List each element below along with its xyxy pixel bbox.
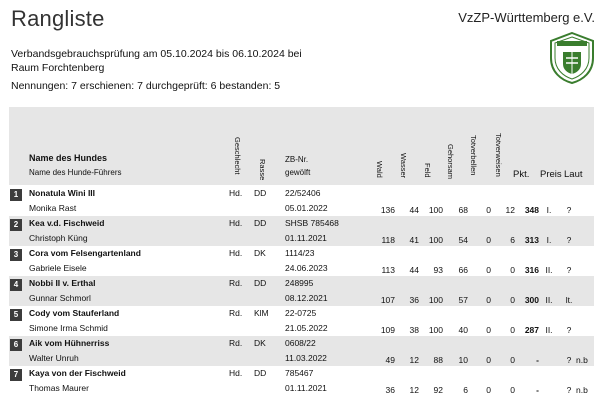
laut-cell: ? [566,385,572,395]
event-info-line2: Raum Forchtenberg [11,62,105,74]
gehorsam-score: 40 [458,325,468,335]
totverbellen-score: 0 [486,265,491,275]
totverbellen-score: 0 [486,385,491,395]
wasser-score: 44 [409,265,419,275]
dog-name: Kea v.d. Fischweid [29,218,105,228]
header-wald: Wald [375,161,384,178]
header-totverweisen: Totverweisen [494,133,503,177]
wasser-score: 36 [409,295,419,305]
table-row [9,186,594,216]
header-dog-name: Name des Hundes [29,153,108,163]
breed-cell: DD [254,218,267,228]
table-row [9,336,594,366]
born-date-cell: 21.05.2022 [285,323,328,333]
sex-cell: Rd. [229,278,243,288]
gehorsam-score: 68 [458,205,468,215]
laut-cell: ? [566,205,572,215]
prize-cell: II. [545,265,553,275]
header-points: Pkt. [513,169,530,180]
wasser-score: 12 [409,355,419,365]
wald-score: 113 [381,265,395,275]
rank-badge: 4 [10,279,22,291]
zb-number-cell: 248995 [285,278,314,288]
rank-badge: 2 [10,219,22,231]
wald-score: 109 [380,325,395,335]
prize-cell: I. [546,205,552,215]
breed-cell: DK [254,338,266,348]
points-total: 348 [524,205,539,215]
handler-name: Gunnar Schmorl [29,293,91,303]
breed-cell: DD [254,368,267,378]
header-handler-name: Name des Hunde-Führers [29,168,122,177]
feld-score: 92 [433,385,443,395]
totverweisen-score: 0 [510,325,515,335]
sex-cell: Hd. [229,368,243,378]
totverweisen-score: 12 [505,205,515,215]
association-crest-logo [549,32,595,84]
handler-name: Walter Unruh [29,353,79,363]
header-feld: Feld [423,163,432,178]
header-born: gewölft [285,168,311,177]
sex-cell: Hd. [229,248,243,258]
gehorsam-score: 57 [458,295,468,305]
totverweisen-score: 0 [510,355,515,365]
feld-score: 100 [428,205,443,215]
handler-name: Simone Irma Schmid [29,323,108,333]
dog-name: Nonatula Wini III [29,188,96,198]
born-date-cell: 08.12.2021 [285,293,328,303]
page-title: Rangliste [11,6,105,31]
born-date-cell: 24.06.2023 [285,263,328,273]
table-row [9,276,594,306]
wald-score: 136 [380,205,395,215]
note-cell: n.b [576,355,588,365]
prize-cell: II. [545,295,553,305]
header-sex: Geschlecht [233,137,242,175]
born-date-cell: 01.11.2021 [285,383,327,393]
points-total: - [536,385,539,395]
dog-name: Cora vom Felsengartenland [29,248,141,258]
wasser-score: 38 [409,325,419,335]
points-total: 300 [524,295,539,305]
gehorsam-score: 10 [458,355,468,365]
born-date-cell: 05.01.2022 [285,203,328,213]
gehorsam-score: 66 [458,265,468,275]
table-row [9,216,594,246]
feld-score: 93 [433,265,443,275]
totverbellen-score: 0 [486,325,491,335]
event-info-line1: Verbandsgebrauchsprüfung am 05.10.2024 bis 06.10.2024 bei [11,48,302,60]
table-row [9,306,594,336]
laut-cell: lt. [565,295,573,305]
points-total: 313 [524,235,539,245]
table-header [9,107,594,185]
wasser-score: 12 [409,385,419,395]
wald-score: 118 [381,235,395,245]
header-gehorsam: Gehorsam [446,144,455,180]
handler-name: Gabriele Eisele [29,263,87,273]
prize-cell: II. [545,325,553,335]
feld-score: 100 [428,325,443,335]
wasser-score: 44 [409,205,419,215]
totverweisen-score: 6 [510,235,515,245]
entry-stats: Nennungen: 7 erschienen: 7 durchgeprüft: 6 bestanden: 5 [11,80,281,92]
table-row [9,246,594,276]
dog-name: Kaya von der Fischweid [29,368,126,378]
laut-cell: ? [566,265,572,275]
organization-name: VzZP-Württemberg e.V. [458,10,595,25]
totverbellen-score: 0 [486,235,491,245]
feld-score: 100 [428,235,443,245]
laut-cell: ? [566,235,572,245]
feld-score: 100 [428,295,443,305]
rank-badge: 7 [10,369,22,381]
totverweisen-score: 0 [510,385,515,395]
zb-number-cell: 785467 [285,368,314,378]
handler-name: Christoph Küng [29,233,88,243]
zb-number-cell: 22/52406 [285,188,321,198]
dog-name: Nobbi II v. Erthal [29,278,96,288]
gehorsam-score: 6 [463,385,468,395]
points-total: 287 [524,325,539,335]
table-row [9,366,594,396]
breed-cell: KlM [254,308,269,318]
rank-badge: 1 [10,189,22,201]
totverbellen-score: 0 [486,355,491,365]
header-wasser: Wasser [399,153,408,179]
zb-number-cell: 22-0725 [285,308,317,318]
prize-cell: I. [546,235,552,245]
laut-cell: ? [566,325,572,335]
dog-name: Cody vom Stauferland [29,308,120,318]
header-totverbellen: Totverbellen [469,135,478,176]
wasser-score: 41 [409,235,419,245]
points-total: - [536,355,539,365]
header-laut: Laut [564,169,583,180]
zb-number-cell: 0608/22 [285,338,316,348]
born-date-cell: 01.11.2021 [285,233,327,243]
dog-name: Aik vom Hühnerriss [29,338,110,348]
wald-score: 36 [385,385,395,395]
rank-badge: 6 [10,339,22,351]
handler-name: Thomas Maurer [29,383,89,393]
sex-cell: Hd. [229,188,243,198]
header-zb-number: ZB-Nr. [285,155,309,164]
breed-cell: DD [254,188,267,198]
totverbellen-score: 0 [486,295,491,305]
sex-cell: Rd. [229,308,243,318]
sex-cell: Hd. [229,218,243,228]
born-date-cell: 11.03.2022 [285,353,327,363]
header-prize: Preis [540,169,562,180]
totverbellen-score: 0 [486,205,491,215]
breed-cell: DK [254,248,266,258]
header-breed: Rasse [258,159,267,181]
rank-badge: 3 [10,249,22,261]
gehorsam-score: 54 [458,235,468,245]
note-cell: n.b [576,385,588,395]
handler-name: Monika Rast [29,203,77,213]
feld-score: 88 [433,355,443,365]
rank-badge: 5 [10,309,22,321]
zb-number-cell: SHSB 785468 [285,218,339,228]
laut-cell: ? [566,355,572,365]
wald-score: 49 [385,355,395,365]
totverweisen-score: 0 [510,265,515,275]
wald-score: 107 [380,295,395,305]
points-total: 316 [524,265,539,275]
zb-number-cell: 1114/23 [285,248,315,258]
breed-cell: DD [254,278,267,288]
sex-cell: Rd. [229,338,243,348]
totverweisen-score: 0 [510,295,515,305]
